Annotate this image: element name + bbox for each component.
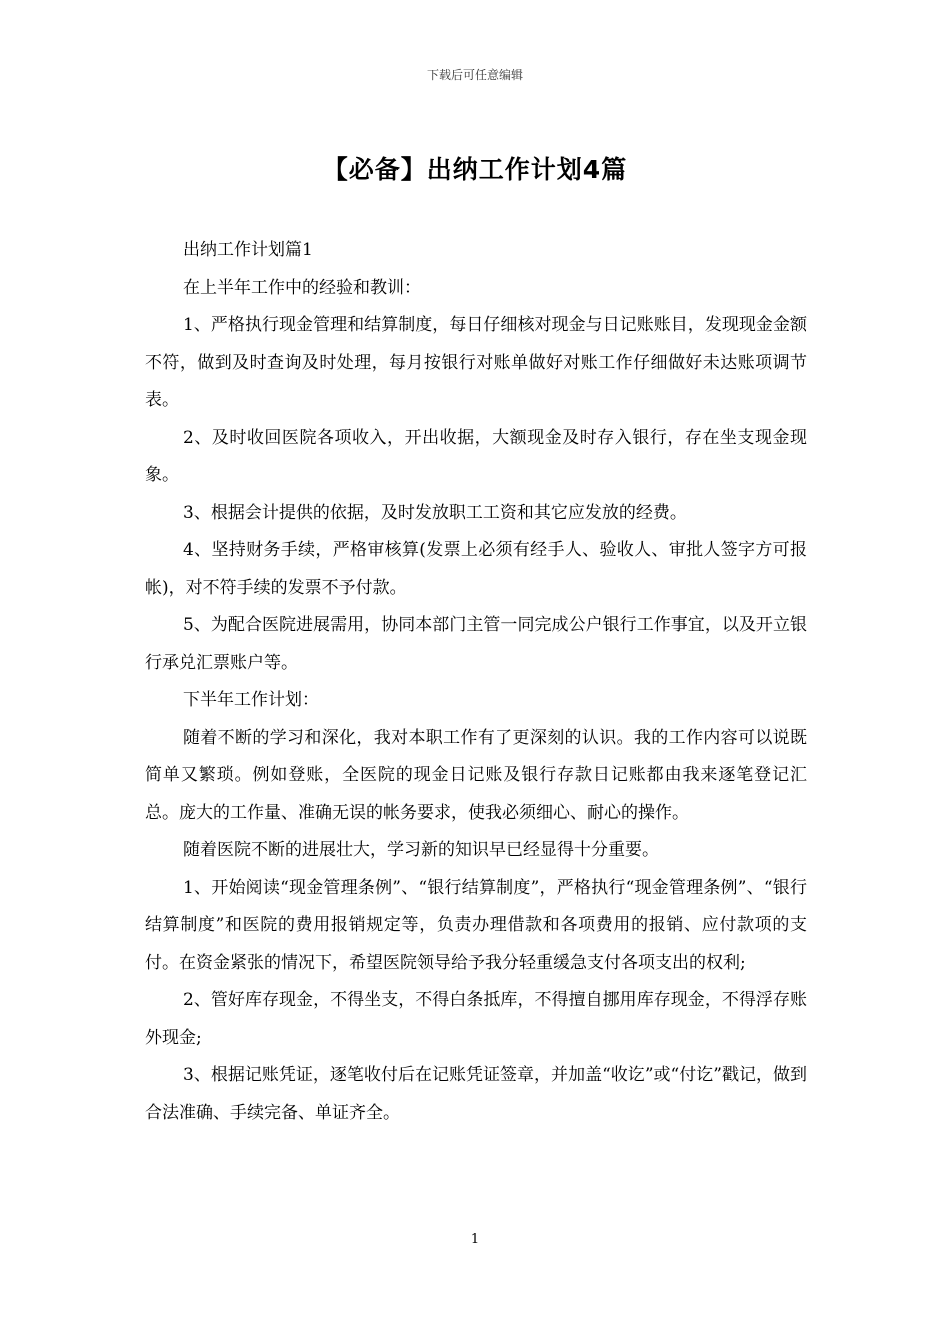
paragraph-plan-heading: 下半年工作计划： [183, 690, 319, 710]
paragraph-item-1: 1、严格执行现金管理和结算制度，每日仔细核对现金与日记账账目，发现现金金额不符，做到及时查询及时处理，每月按银行对账单做好对账工作仔细做好未达账项调节表。 [145, 315, 807, 410]
document-body [145, 232, 807, 1132]
paragraph-item-5: 5、为配合医院进展需用，协同本部门主管一同完成公户银行工作事宜，以及开立银行承兑汇票账户等。 [145, 615, 807, 673]
paragraph-plan-body: 随着不断的学习和深化，我对本职工作有了更深刻的认识。我的工作内容可以说既简单又繁琐。例如登账，全医院的现金日记账及银行存款日记账都由我来逐笔登记汇总。庞大的工作量、准确无误的帐务要求，使我必须细心、耐心的操作。 [145, 727, 807, 823]
paragraph-item-2: 2、及时收回医院各项收入，开出收据，大额现金及时存入银行，存在坐支现金现象。 [145, 427, 807, 485]
paragraph-item-4: 4、坚持财务手续，严格审核算(发票上必须有经手人、验收人、审批人签字方可报帐)，对不符手续的发票不予付款。 [145, 540, 807, 598]
paragraph-learning: 随着医院不断的进展壮大，学习新的知识早已经显得十分重要。 [183, 840, 659, 860]
paragraph-section-heading: 出纳工作计划篇1 [183, 240, 313, 260]
paragraph-plan-item-1: 1、开始阅读“现金管理条例”、“银行结算制度”，严格执行“现金管理条例”、“银行结算制度”和医院的费用报销规定等，负责办理借款和各项费用的报销、应付款项的支付。在资金紧张的情况下，希望医院领导给予我分轻重缓急支付各项支出的权利; [145, 877, 807, 973]
paragraph-plan-item-2: 2、管好库存现金，不得坐支，不得白条抵库，不得擅自挪用库存现金，不得浮存账外现金; [145, 990, 807, 1048]
document-title: 【必备】出纳工作计划4篇 [322, 155, 628, 184]
paragraph-item-3: 3、根据会计提供的依据，及时发放职工工资和其它应发放的经费。 [183, 502, 687, 523]
paragraph-intro: 在上半年工作中的经验和教训： [183, 277, 421, 298]
paragraph-plan-item-3: 3、根据记账凭证，逐笔收付后在记账凭证签章，并加盖“收讫”或“付讫”戳记，做到合法准确、手续完备、单证齐全。 [145, 1065, 807, 1123]
page-header-note: 下载后可任意编辑 [426, 68, 523, 82]
page-number: 1 [470, 1232, 480, 1247]
